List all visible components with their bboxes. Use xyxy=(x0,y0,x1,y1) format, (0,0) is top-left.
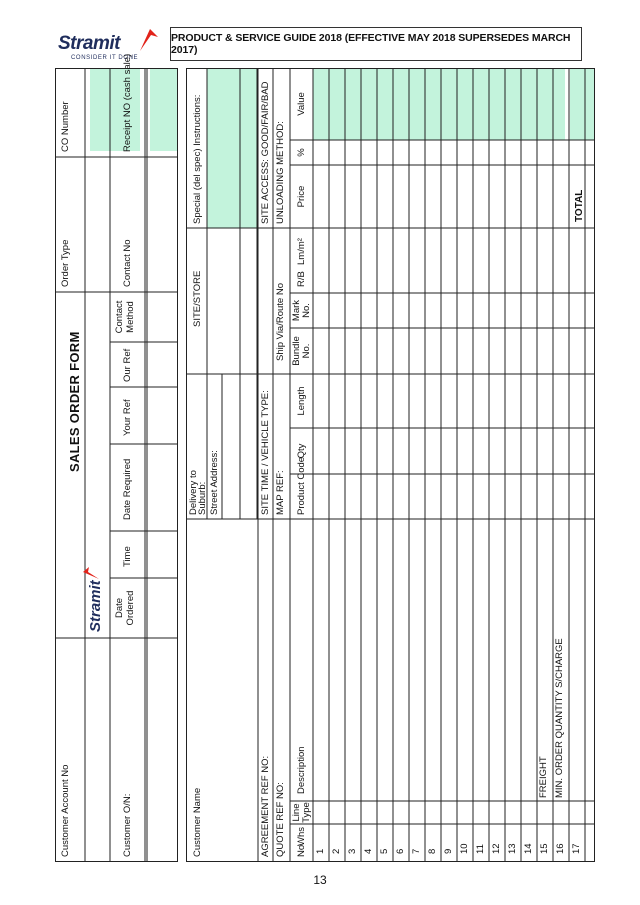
col-pct: % xyxy=(296,148,307,157)
col-bundle-2: No. xyxy=(301,343,312,359)
row-number: 15 xyxy=(539,843,550,854)
row-number: 16 xyxy=(555,843,566,854)
form-title: SALES ORDER FORM xyxy=(67,331,82,472)
col-rb: R/B xyxy=(296,271,307,287)
row-number: 1 xyxy=(315,848,326,854)
col-description: Description xyxy=(296,746,307,794)
contact-method-label-2: Method xyxy=(125,301,136,333)
guide-title-box xyxy=(170,27,582,61)
logo-flag-icon xyxy=(138,27,160,53)
col-no: No. xyxy=(296,842,307,857)
ship-via-label: Ship Via/Route No xyxy=(275,283,286,361)
row-number: 10 xyxy=(459,843,470,854)
col-whs: Whs xyxy=(296,827,307,846)
form-logo-flag-icon xyxy=(82,566,100,580)
col-length: Length xyxy=(296,386,307,416)
col-qty: Qty xyxy=(296,443,307,459)
contact-method-label-1: Contact xyxy=(114,300,125,334)
col-line-type-1: Line xyxy=(291,803,302,822)
row-number: 6 xyxy=(395,848,406,854)
customer-on-label: Customer O/N: xyxy=(122,793,133,857)
logo-tagline: CONSIDER IT DONE xyxy=(71,55,139,61)
col-price: Price xyxy=(296,185,307,208)
row-number: 7 xyxy=(411,848,422,854)
row-number: 5 xyxy=(379,848,390,854)
highlight-fills xyxy=(90,68,595,228)
logo-wordmark: Stramit xyxy=(58,33,120,54)
co-number-label: CO Number xyxy=(60,101,71,152)
order-type-label: Order Type xyxy=(60,239,71,287)
page-number: 13 xyxy=(313,873,327,887)
row-number: 14 xyxy=(523,843,534,854)
col-value: Value xyxy=(296,92,307,116)
special-instructions-label: Special (del spec) Instructions: xyxy=(192,94,203,224)
contact-no-label: Contact No xyxy=(122,239,133,287)
map-ref-label: MAP REF: xyxy=(275,470,286,515)
row-number: 13 xyxy=(507,843,518,854)
site-time-label: SITE TIME / VEHICLE TYPE: xyxy=(260,390,271,515)
total-label: TOTAL xyxy=(574,189,585,222)
your-ref-label: Your Ref xyxy=(122,399,133,436)
form-grid xyxy=(55,68,595,862)
row-number: 11 xyxy=(475,844,486,854)
date-required-label: Date Required xyxy=(122,458,133,520)
row-number: 3 xyxy=(347,848,358,854)
agreement-ref-label: AGREEMENT REF NO: xyxy=(260,755,271,857)
customer-account-no-label: Customer Account No xyxy=(60,764,71,857)
customer-name-label: Customer Name xyxy=(192,787,203,857)
stramit-logo xyxy=(58,27,160,67)
site-access-label: SITE ACCESS: GOOD/FAIR/BAD xyxy=(260,81,271,224)
suburb-label: Suburb: xyxy=(197,481,208,515)
street-address-label: Street Address: xyxy=(209,450,220,515)
col-line-type-2: Type xyxy=(301,802,312,823)
row-number: 9 xyxy=(443,848,454,854)
row-number: 2 xyxy=(331,848,342,854)
grid-lines xyxy=(55,68,595,862)
freight-label: FREIGHT xyxy=(538,756,549,798)
unloading-method-label: UNLOADING METHOD: xyxy=(275,121,286,224)
delivery-to-label: Delivery to xyxy=(188,470,199,515)
min-order-label: MIN. ORDER QUANTITY S/CHARGE xyxy=(554,638,565,798)
quote-ref-label: QUOTE REF NO: xyxy=(275,782,286,857)
our-ref-label: Our Ref xyxy=(122,348,133,382)
col-mark-1: Mark xyxy=(291,299,302,322)
col-product-code: Product Code xyxy=(296,456,307,515)
row-number: 4 xyxy=(363,848,374,854)
col-bundle-1: Bundle xyxy=(291,336,302,366)
date-ordered-label-1: Date xyxy=(114,597,125,619)
col-lm: Lm/m² xyxy=(296,238,307,265)
date-ordered-label-2: Ordered xyxy=(125,590,136,626)
site-store-label: SITE/STORE xyxy=(192,270,203,327)
row-number: 8 xyxy=(427,848,438,854)
row-number: 17 xyxy=(571,843,582,854)
time-label: Time xyxy=(122,546,133,567)
receipt-no-label: Receipt NO (cash sale) xyxy=(122,53,133,152)
guide-title: PRODUCT & SERVICE GUIDE 2018 (EFFECTIVE MAY 2018 SUPERSEDES MARCH 2017) xyxy=(171,32,571,56)
form-logo: Stramit xyxy=(87,580,104,632)
col-mark-2: No. xyxy=(301,303,312,318)
row-number: 12 xyxy=(491,843,502,854)
